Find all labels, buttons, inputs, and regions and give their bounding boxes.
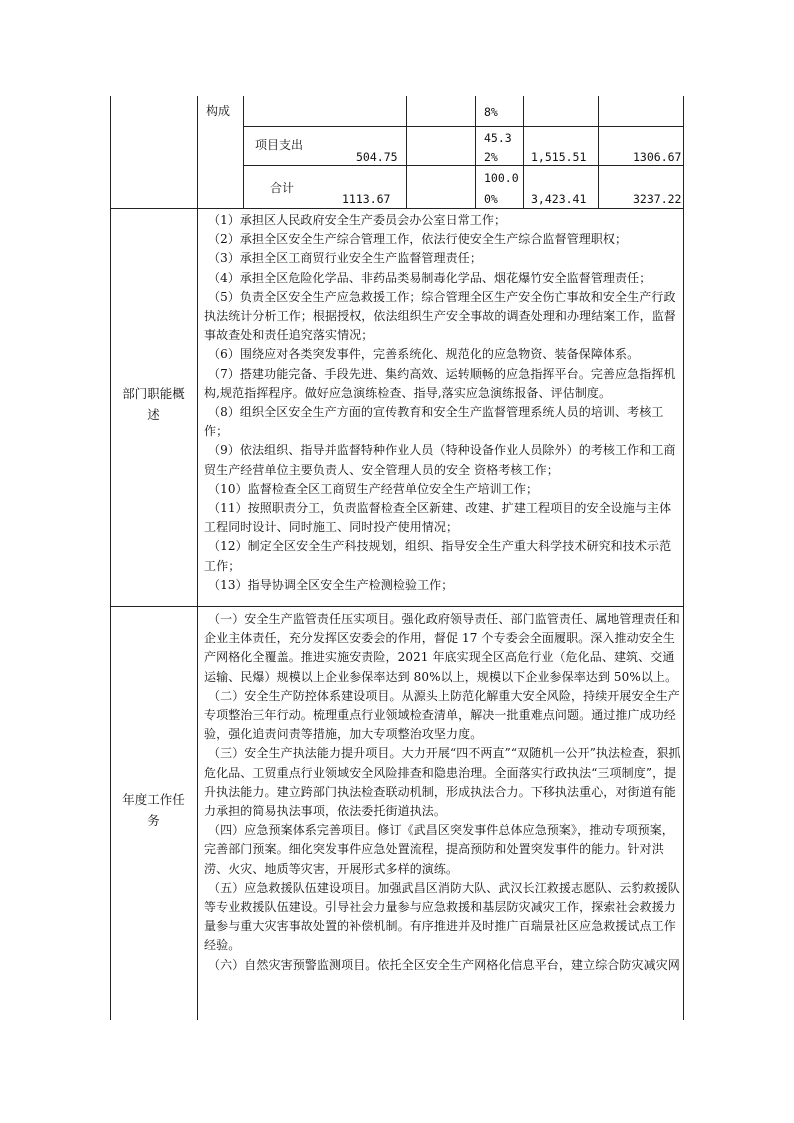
functions-label: 部门职能概 述 bbox=[122, 386, 185, 422]
function-item: （11）按照职责分工，负责监督检查全区新建、改建、扩建工程项目的安全设施与主体工程同时设计、同时施工、同时投产使用情况； bbox=[204, 501, 672, 535]
function-item: （5）负责全区安全生产应急救援工作；综合管理全区生产安全伤亡事故和安全生产行政执法统计分析工作；根据授权，依法组织生产安全事故的调查处理和办理结案工作，监督事故查处和责任追究落实情况； bbox=[204, 289, 676, 343]
task-item: （六）自然灾害预警监测项目。依托全区安全生产网格化信息平台，建立综合防灾减灾网 bbox=[208, 957, 680, 972]
function-item: （4）承担全区危险化学品、非药品类易制毒化学品、烟花爆竹安全监督管理责任； bbox=[208, 270, 652, 285]
task-item: （五）应急救援队伍建设项目。加强武昌区消防大队、武汉长江救援志愿队、云豹救援队等专业救援队伍建设。引导社会力量参与应急救援和基层防灾减灾工作，探索社会救援力量参与重大灾害事故处置的补偿机制。有序推进并及时推广百瑞景社区应急救援试点工作经验。 bbox=[204, 880, 680, 953]
function-item: （1）承担区人民政府安全生产委员会办公室日常工作； bbox=[208, 213, 507, 227]
budget-r3-amount: 1113.67 bbox=[342, 192, 391, 206]
task-item: （二）安全生产防控体系建设项目。从源头上防范化解重大安全风险，持续开展安全生产专项整治三年行动。梳理重点行业领域检查清单，解决一批重难点问题。通过推广成功经验，强化追责问责等措施，加大专项整治攻坚力度。 bbox=[204, 688, 680, 742]
function-item: （6）围绕应对各类突发事件，完善系统化、规范化的应急物资、装备保障体系。 bbox=[208, 347, 640, 362]
budget-r2-label: 项目支出 bbox=[255, 138, 304, 152]
function-item: （2）承担全区安全生产综合管理工作，依法行使安全生产综合监督管理职权； bbox=[208, 232, 628, 247]
budget-r3-col5: 3237.22 bbox=[633, 192, 682, 206]
budget-r3-col4: 3,423.41 bbox=[531, 192, 587, 206]
budget-r2-col4: 1,515.51 bbox=[531, 150, 587, 164]
task-item: （四）应急预案体系完善项目。修订《武昌区突发事件总体应急预案》，推动专项预案，完善部门预案。细化突发事件应急处置流程，提高预防和处置突发事件的能力。针对洪涝、火灾、地质等灾害，开展形式多样的演练。 bbox=[204, 823, 674, 876]
function-item: （12）制定全区安全生产科技规划，组织、指导安全生产重大科学技术研究和技术示范工作； bbox=[204, 539, 672, 573]
functions-list bbox=[204, 211, 681, 595]
function-item: （9）依法组织、指导并监督特种作业人员（特种设备作业人员除外）的考核工作和工商贸生产经营单位主要负责人、安全管理人员的安全 资格考核工作； bbox=[204, 443, 676, 477]
budget-r3-label: 合计 bbox=[270, 181, 295, 195]
function-item: （13）指导协调全区安全生产检测检验工作； bbox=[208, 577, 454, 592]
budget-r2-ratio-a: 45.3 bbox=[484, 131, 512, 145]
budget-row-label: 构成 bbox=[206, 104, 231, 118]
task-item: （一）安全生产监管责任压实项目。强化政府领导责任、部门监管责任、属地管理责任和企业主体责任，充分发挥区安委会的作用，督促 17 个专委会全面履职。深入推动安全生产网格化全覆盖。推进实施安责险，2021 年底实现全区高危行业（危化品、建筑、交通运输、民爆）规模以上企业参保率达到 80%以上，规模以下企业参保率达到 50%以上。 bbox=[204, 612, 680, 684]
function-item: （10）监督检查全区工商贸生产经营单位安全生产培训工作； bbox=[208, 481, 539, 496]
function-item: （8）组织全区安全生产方面的宣传教育和安全生产监督管理系统人员的培训、考核工作； bbox=[204, 405, 664, 439]
task-item: （三）安全生产执法能力提升项目。大力开展“四不两直”“双随机一公开”执法检查，狠抓危化品、工贸重点行业领域安全风险排查和隐患治理。全面落实行政执法“三项制度”，提升执法能力。建立跨部门执法检查联动机制，形成执法合力。下移执法重心，对街道有能力承担的简易执法事项，依法委托街道执法。 bbox=[204, 746, 681, 819]
budget-r1-ratio: 8% bbox=[484, 105, 498, 119]
budget-r3-ratio-b: 0% bbox=[484, 192, 498, 206]
annual-tasks-label: 年度工作任 务 bbox=[122, 792, 185, 828]
budget-r3-ratio-a: 100.0 bbox=[484, 171, 519, 185]
budget-r2-amount: 504.75 bbox=[356, 150, 398, 164]
budget-r2-col5: 1306.67 bbox=[633, 150, 682, 164]
annual-tasks-list bbox=[204, 610, 681, 975]
function-item: （3）承担全区工商贸行业安全生产监督管理责任； bbox=[208, 251, 482, 266]
budget-r2-ratio-b: 2% bbox=[484, 150, 498, 164]
function-item: （7）搭建功能完备、手段先进、集约高效、运转顺畅的应急指挥平台。完善应急指挥机构,规范指挥程序。做好应急演练检查、指导,落实应急演练报备、评估制度。 bbox=[204, 366, 676, 400]
